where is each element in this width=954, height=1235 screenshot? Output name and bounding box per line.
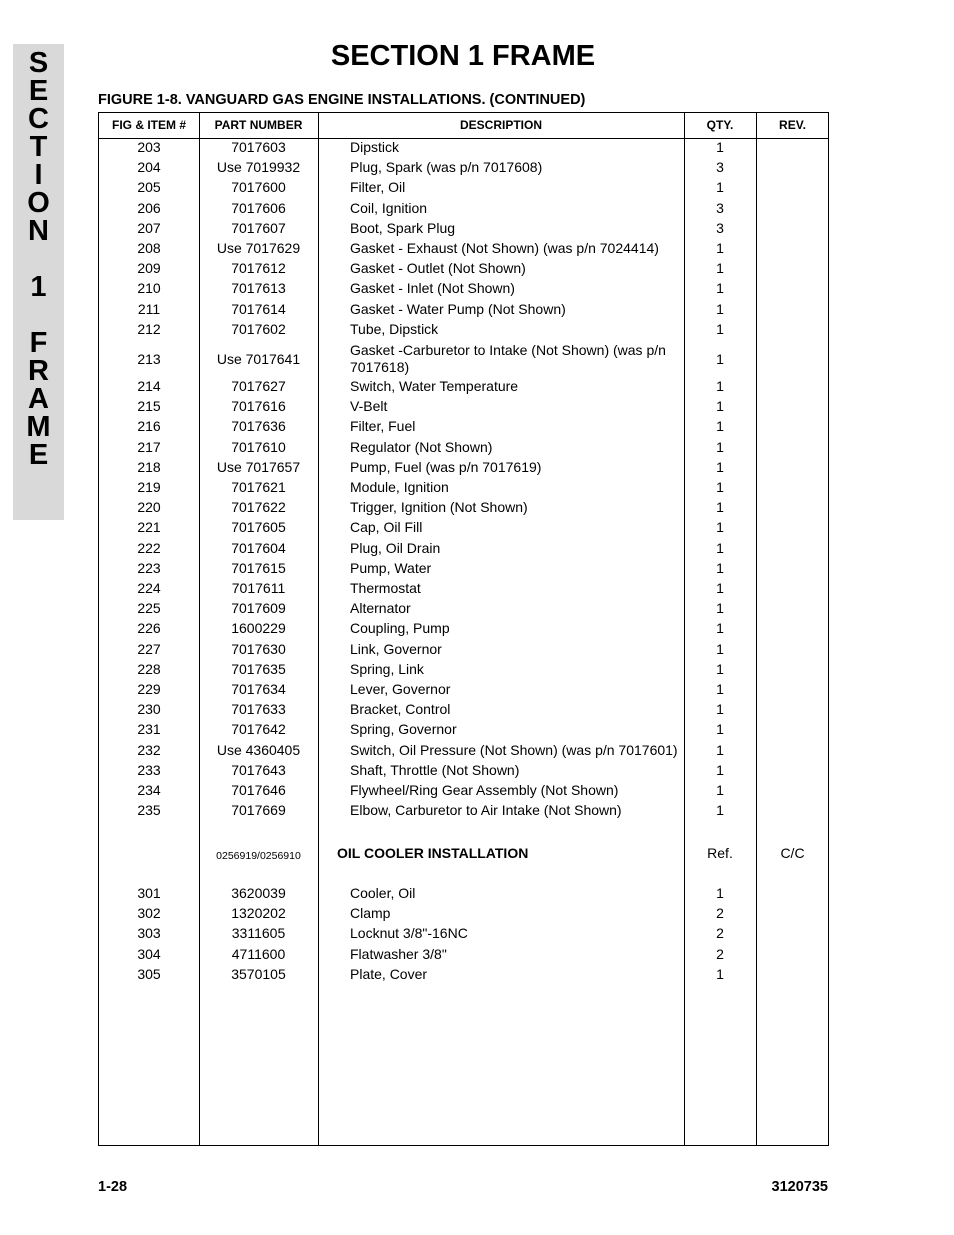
part-number-cell: 3570105 bbox=[231, 965, 286, 982]
header-qty: QTY. bbox=[706, 118, 734, 132]
fig-item-cell: 209 bbox=[137, 260, 161, 277]
description-cell: Flatwasher 3/8" bbox=[350, 945, 447, 962]
qty-cell: 3 bbox=[716, 199, 724, 216]
fig-item-cell: 207 bbox=[137, 219, 161, 236]
side-tab-letter: M bbox=[26, 411, 51, 443]
qty-cell: 1 bbox=[716, 240, 724, 256]
fig-item-cell: 220 bbox=[137, 499, 161, 516]
header-fig-item: FIG & ITEM # bbox=[111, 118, 186, 132]
part-number-cell: 7017609 bbox=[231, 600, 286, 617]
description-cell: Clamp bbox=[350, 905, 391, 922]
part-number-cell: 7017611 bbox=[231, 580, 286, 596]
description-cell: Filter, Oil bbox=[350, 179, 406, 196]
fig-item-cell: 233 bbox=[137, 761, 161, 778]
fig-item-cell: 234 bbox=[137, 782, 161, 798]
qty-cell: 1 bbox=[716, 660, 724, 677]
qty-cell: 1 bbox=[716, 139, 724, 155]
description-cell: Flywheel/Ring Gear Assembly (Not Shown) bbox=[350, 782, 619, 798]
qty-cell: 1 bbox=[716, 499, 724, 516]
part-number-cell: 7017604 bbox=[231, 539, 286, 556]
side-tab-letter: C bbox=[28, 103, 49, 135]
description-cell: Tube, Dipstick bbox=[350, 320, 439, 337]
side-tab-letter: A bbox=[28, 383, 49, 415]
side-tab-letter: F bbox=[29, 327, 48, 359]
page-title: SECTION 1 FRAME bbox=[330, 40, 596, 72]
fig-item-cell: 303 bbox=[137, 925, 161, 942]
part-number-cell: 1320202 bbox=[231, 905, 286, 922]
description-cell: V-Belt bbox=[350, 398, 388, 415]
fig-item-cell: 221 bbox=[137, 519, 161, 536]
part-number-cell: 7017621 bbox=[231, 479, 286, 495]
fig-item-cell: 210 bbox=[137, 280, 161, 297]
part-number-cell: 7017600 bbox=[231, 179, 286, 196]
qty-cell: 1 bbox=[716, 559, 724, 576]
description-cell: Boot, Spark Plug bbox=[350, 219, 456, 236]
description-cell: Coupling, Pump bbox=[350, 620, 450, 637]
part-number-cell: 7017612 bbox=[231, 260, 286, 277]
fig-item-cell: 223 bbox=[137, 559, 161, 576]
section-side-tab bbox=[13, 44, 64, 520]
description-cell: Plate, Cover bbox=[350, 965, 428, 982]
qty-cell: 1 bbox=[716, 600, 724, 617]
fig-item-cell: 226 bbox=[137, 620, 161, 637]
description-cell: Switch, Water Temperature bbox=[350, 378, 519, 394]
qty-cell: 1 bbox=[716, 640, 724, 657]
description-cell: Coil, Ignition bbox=[350, 199, 428, 216]
qty-cell: 1 bbox=[716, 479, 724, 495]
description-line: Gasket -Carburetor to Intake (Not Shown) (was p/n bbox=[350, 342, 666, 358]
description-cell: Plug, Oil Drain bbox=[350, 539, 441, 556]
part-number-cell: 7017614 bbox=[231, 300, 286, 317]
qty-cell: 1 bbox=[716, 351, 724, 367]
fig-item-cell: 206 bbox=[137, 199, 161, 216]
description-cell: Dipstick bbox=[350, 139, 400, 155]
fig-item-cell: 212 bbox=[137, 320, 161, 337]
fig-item-cell: 211 bbox=[137, 300, 161, 317]
header-rev: REV. bbox=[779, 118, 806, 132]
part-number-cell: 7017636 bbox=[231, 418, 286, 435]
part-number-cell: 7017603 bbox=[231, 139, 286, 155]
qty-cell: 1 bbox=[716, 701, 724, 718]
description-cell: Gasket - Outlet (Not Shown) bbox=[350, 260, 526, 277]
fig-item-cell: 218 bbox=[137, 458, 161, 475]
part-number-cell: Use 7019932 bbox=[216, 159, 301, 176]
fig-item-cell: 302 bbox=[137, 905, 161, 922]
qty-cell: 1 bbox=[716, 179, 724, 196]
part-number-cell: 7017646 bbox=[231, 782, 286, 798]
qty-cell: 3 bbox=[716, 219, 724, 236]
figure-title: FIGURE 1-8. VANGUARD GAS ENGINE INSTALLATIONS. (CONTINUED) bbox=[98, 92, 586, 108]
fig-item-cell: 208 bbox=[137, 240, 161, 256]
description-cell: Plug, Spark (was p/n 7017608) bbox=[350, 159, 543, 176]
qty-cell: 2 bbox=[716, 905, 724, 922]
description-cell: Shaft, Throttle (Not Shown) bbox=[350, 761, 520, 778]
side-tab-letter: I bbox=[34, 159, 43, 191]
part-number-cell: 7017633 bbox=[231, 701, 286, 718]
part-number-cell: Use 4360405 bbox=[216, 741, 301, 758]
fig-item-cell: 232 bbox=[137, 741, 161, 758]
part-number-cell: 7017630 bbox=[231, 640, 286, 657]
description-cell: Trigger, Ignition (Not Shown) bbox=[350, 499, 528, 516]
qty-cell: 1 bbox=[716, 539, 724, 556]
fig-item-cell: 228 bbox=[137, 660, 161, 677]
qty-cell: 1 bbox=[716, 519, 724, 536]
qty-cell: 2 bbox=[716, 925, 724, 942]
description-cell: Gasket - Inlet (Not Shown) bbox=[350, 280, 515, 297]
part-number-cell: 0256919/0256910 bbox=[216, 850, 301, 862]
part-number-cell: Use 7017657 bbox=[216, 458, 301, 475]
description-cell: Module, Ignition bbox=[350, 479, 449, 495]
qty-cell: 1 bbox=[716, 280, 724, 297]
side-tab-letter: 1 bbox=[30, 271, 47, 303]
part-number-cell: 7017615 bbox=[231, 559, 286, 576]
part-number-cell: 1600229 bbox=[231, 620, 286, 637]
qty-cell: Ref. bbox=[707, 845, 733, 861]
part-number-cell: Use 7017641 bbox=[216, 351, 301, 367]
qty-cell: 1 bbox=[716, 458, 724, 475]
column-divider bbox=[756, 113, 757, 1145]
qty-cell: 2 bbox=[716, 945, 724, 962]
side-tab-letter: O bbox=[27, 187, 50, 219]
qty-cell: 1 bbox=[716, 721, 724, 738]
document-number: 3120735 bbox=[771, 1179, 828, 1195]
description-cell: Spring, Governor bbox=[350, 721, 457, 738]
description-cell: Regulator (Not Shown) bbox=[350, 438, 493, 455]
qty-cell: 1 bbox=[716, 802, 724, 819]
description-cell: Thermostat bbox=[350, 580, 421, 596]
qty-cell: 1 bbox=[716, 260, 724, 277]
part-number-cell: 7017627 bbox=[231, 378, 286, 394]
description-cell: Cooler, Oil bbox=[350, 885, 416, 901]
fig-item-cell: 222 bbox=[137, 539, 161, 556]
part-number-cell: 7017613 bbox=[231, 280, 286, 297]
qty-cell: 1 bbox=[716, 965, 724, 982]
part-number-cell: 4711600 bbox=[231, 945, 286, 962]
fig-item-cell: 301 bbox=[137, 885, 161, 901]
description-line: 7017618) bbox=[350, 359, 410, 375]
description-cell: Gasket - Exhaust (Not Shown) (was p/n 7024414) bbox=[350, 240, 659, 256]
part-number-cell: 7017635 bbox=[231, 660, 286, 677]
qty-cell: 1 bbox=[716, 620, 724, 637]
part-number-cell: 7017605 bbox=[231, 519, 286, 536]
fig-item-cell: 203 bbox=[137, 139, 161, 155]
fig-item-cell: 225 bbox=[137, 600, 161, 617]
fig-item-cell: 305 bbox=[137, 965, 161, 982]
header-description: DESCRIPTION bbox=[459, 118, 542, 132]
description-cell: Locknut 3/8"-16NC bbox=[350, 925, 468, 942]
part-number-cell: Use 7017629 bbox=[216, 240, 301, 256]
qty-cell: 1 bbox=[716, 418, 724, 435]
part-number-cell: 7017642 bbox=[231, 721, 286, 738]
qty-cell: 1 bbox=[716, 761, 724, 778]
side-tab-letter: R bbox=[28, 355, 49, 387]
qty-cell: 1 bbox=[716, 681, 724, 697]
qty-cell: 1 bbox=[716, 300, 724, 317]
fig-item-cell: 205 bbox=[137, 179, 161, 196]
section-heading: OIL COOLER INSTALLATION bbox=[337, 845, 529, 861]
description-cell: Link, Governor bbox=[350, 640, 442, 657]
qty-cell: 1 bbox=[716, 398, 724, 415]
description-cell: Bracket, Control bbox=[350, 701, 451, 718]
qty-cell: 1 bbox=[716, 580, 724, 596]
description-cell: Switch, Oil Pressure (Not Shown) (was p/n 7017601) bbox=[350, 741, 678, 758]
description-cell: Spring, Link bbox=[350, 660, 424, 677]
fig-item-cell: 204 bbox=[137, 159, 161, 176]
description-cell: Pump, Water bbox=[350, 559, 432, 576]
side-tab-letter: T bbox=[29, 131, 48, 163]
description-cell: Lever, Governor bbox=[350, 681, 451, 697]
part-number-cell: 7017607 bbox=[231, 219, 286, 236]
part-number-cell: 7017606 bbox=[231, 199, 286, 216]
part-number-cell: 7017643 bbox=[231, 761, 286, 778]
description-cell: Elbow, Carburetor to Air Intake (Not Shown) bbox=[350, 802, 622, 819]
part-number-cell: 7017669 bbox=[231, 802, 286, 819]
description-cell: Filter, Fuel bbox=[350, 418, 416, 435]
part-number-cell: 7017616 bbox=[231, 398, 286, 415]
part-number-cell: 3620039 bbox=[231, 885, 286, 901]
fig-item-cell: 224 bbox=[137, 580, 161, 596]
column-divider bbox=[318, 113, 319, 1145]
qty-cell: 1 bbox=[716, 438, 724, 455]
fig-item-cell: 213 bbox=[137, 351, 161, 367]
fig-item-cell: 215 bbox=[137, 398, 161, 415]
fig-item-cell: 216 bbox=[137, 418, 161, 435]
fig-item-cell: 217 bbox=[137, 438, 161, 455]
parts-table bbox=[98, 112, 829, 1146]
fig-item-cell: 304 bbox=[137, 945, 161, 962]
description-cell: Alternator bbox=[350, 600, 411, 617]
qty-cell: 3 bbox=[716, 159, 724, 176]
side-tab-letter: E bbox=[28, 439, 49, 471]
qty-cell: 1 bbox=[716, 782, 724, 798]
qty-cell: 1 bbox=[716, 320, 724, 337]
fig-item-cell: 227 bbox=[137, 640, 161, 657]
qty-cell: 1 bbox=[716, 378, 724, 394]
side-tab-letter: N bbox=[28, 215, 49, 247]
description-cell: Pump, Fuel (was p/n 7017619) bbox=[350, 458, 542, 475]
qty-cell: 1 bbox=[716, 885, 724, 901]
qty-cell: 1 bbox=[716, 741, 724, 758]
side-tab-letter: E bbox=[28, 75, 49, 107]
description-cell: Gasket - Water Pump (Not Shown) bbox=[350, 300, 566, 317]
fig-item-cell: 230 bbox=[137, 701, 161, 718]
part-number-cell: 7017622 bbox=[231, 499, 286, 516]
fig-item-cell: 231 bbox=[137, 721, 161, 738]
part-number-cell: 3311605 bbox=[231, 925, 286, 942]
rev-cell: C/C bbox=[780, 845, 805, 861]
side-tab-letter: S bbox=[28, 47, 49, 79]
header-part-number: PART NUMBER bbox=[214, 118, 303, 132]
part-number-cell: 7017610 bbox=[231, 438, 286, 455]
fig-item-cell: 229 bbox=[137, 681, 161, 697]
page-number: 1-28 bbox=[98, 1179, 128, 1195]
description-cell bbox=[350, 342, 683, 376]
part-number-cell: 7017602 bbox=[231, 320, 286, 337]
fig-item-cell: 235 bbox=[137, 802, 161, 819]
fig-item-cell: 214 bbox=[137, 378, 161, 394]
fig-item-cell: 219 bbox=[137, 479, 161, 495]
part-number-cell: 7017634 bbox=[231, 681, 286, 697]
description-cell: Cap, Oil Fill bbox=[350, 519, 423, 536]
